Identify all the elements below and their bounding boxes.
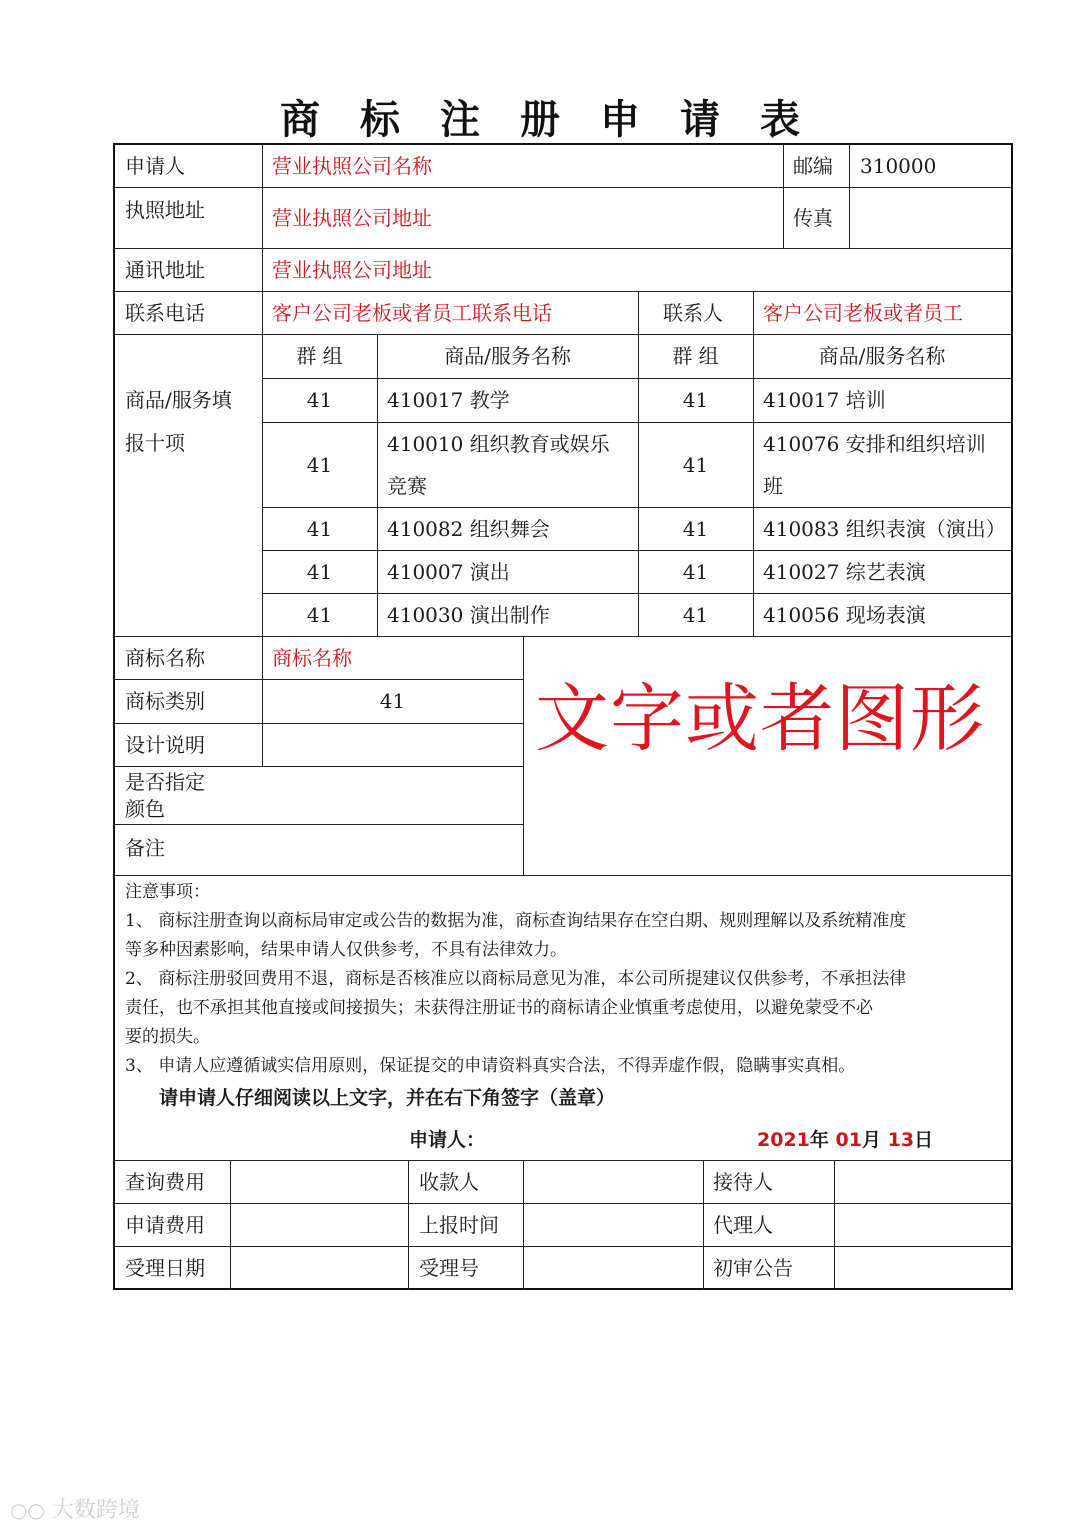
row-divider — [262, 378, 1011, 379]
row-divider — [262, 550, 1011, 551]
postcode-label: 邮编 — [793, 154, 833, 178]
row-divider — [115, 1246, 1011, 1247]
row-divider — [262, 593, 1011, 594]
goods-name-cell: 410083 组织表演（演出） — [763, 517, 1006, 541]
goods-header-group: 群 组 — [296, 344, 343, 368]
col-divider — [230, 1160, 231, 1290]
goods-header-name: 商品/服务名称 — [818, 344, 946, 368]
row-divider — [115, 291, 1011, 292]
date-year-unit: 年 — [809, 1129, 829, 1151]
goods-group-cell: 41 — [682, 603, 709, 627]
goods-group-cell: 41 — [306, 388, 333, 412]
footer-label-accept-no: 受理号 — [419, 1256, 479, 1280]
mail-address-label: 通讯地址 — [125, 258, 205, 282]
notice-line: 要的损失。 — [125, 1027, 210, 1047]
date-year: 2021 — [757, 1129, 810, 1151]
row-divider — [115, 334, 1011, 335]
goods-group-cell: 41 — [682, 388, 709, 412]
col-divider — [834, 1160, 835, 1290]
goods-name-cell: 410056 现场表演 — [763, 603, 926, 627]
goods-header-group: 群 组 — [672, 344, 719, 368]
fax-label: 传真 — [793, 206, 833, 230]
contact-value[interactable]: 客户公司老板或者员工 — [763, 301, 963, 325]
row-divider — [115, 875, 1011, 876]
row-divider — [115, 824, 523, 825]
footer-label-payee: 收款人 — [419, 1170, 479, 1194]
col-divider — [377, 334, 378, 636]
footer-label-agent: 代理人 — [713, 1213, 773, 1237]
remarks-label: 备注 — [125, 836, 165, 860]
goods-header-name: 商品/服务名称 — [444, 344, 571, 368]
phone-value[interactable]: 客户公司老板或者员工联系电话 — [272, 301, 552, 325]
watermark-logo-icon: ○○ — [10, 1498, 45, 1522]
goods-name-cell: 410076 安排和组织培训 — [763, 432, 986, 456]
notice-line: 3、 申请人应遵循诚实信用原则，保证提交的申请资料真实合法，不得弄虚作假，隐瞒事实真相。 — [125, 1056, 856, 1076]
footer-label-receptionist: 接待人 — [713, 1170, 773, 1194]
trademark-image-placeholder: 文字或者图形 — [535, 676, 985, 762]
date-day-unit: 日 — [914, 1129, 934, 1151]
trademark-name-value[interactable]: 商标名称 — [272, 646, 352, 670]
goods-group-cell: 41 — [306, 560, 333, 584]
goods-name-cell: 410027 综艺表演 — [763, 560, 926, 584]
page-title: 商标注册申请表 — [280, 97, 840, 143]
applicant-value[interactable]: 营业执照公司名称 — [272, 154, 432, 178]
col-divider — [523, 636, 524, 875]
phone-label: 联系电话 — [125, 301, 205, 325]
license-address-value[interactable]: 营业执照公司地址 — [272, 206, 432, 230]
row-divider — [115, 187, 1011, 188]
trademark-class-value[interactable]: 41 — [379, 689, 406, 713]
footer-label-report-time: 上报时间 — [419, 1213, 499, 1237]
footer-label-preliminary-notice: 初审公告 — [713, 1256, 793, 1280]
goods-group-cell: 41 — [306, 517, 333, 541]
license-address-label: 执照地址 — [125, 198, 205, 222]
color-label-line2: 颜色 — [125, 797, 165, 821]
goods-name-cell: 410082 组织舞会 — [387, 517, 550, 541]
row-divider — [115, 766, 523, 767]
signature-label: 申请人： — [409, 1129, 486, 1151]
goods-name-cell-line2: 班 — [763, 474, 783, 498]
watermark-text: 大数跨境 — [51, 1498, 140, 1523]
goods-group-cell: 41 — [306, 453, 333, 477]
notice-line: 1、 商标注册查询以商标局审定或公告的数据为准，商标查询结果存在空白期、规则理解以及系统精准度 — [125, 911, 907, 931]
goods-label: 商品/服务填 — [125, 388, 232, 412]
watermark — [10, 1493, 140, 1524]
col-divider — [408, 1160, 409, 1290]
goods-group-cell: 41 — [682, 517, 709, 541]
postcode-value[interactable]: 310000 — [860, 154, 937, 178]
notice-line: 责任，也不承担其他直接或间接损失；未获得注册证书的商标请企业慎重考虑使用，以避免蒙受不必 — [125, 998, 873, 1018]
col-divider — [262, 145, 263, 334]
applicant-label: 申请人 — [125, 154, 185, 178]
footer-label-query-fee: 查询费用 — [125, 1170, 205, 1194]
notice-instruction: 请申请人仔细阅读以上文字，并在右下角签字（盖章） — [159, 1087, 616, 1109]
application-form — [113, 143, 1013, 1290]
trademark-name-label: 商标名称 — [125, 646, 205, 670]
row-divider — [115, 1160, 1011, 1161]
trademark-class-label: 商标类别 — [125, 689, 205, 713]
goods-name-cell-line2: 竞赛 — [387, 474, 427, 498]
col-divider — [262, 334, 263, 636]
col-divider — [523, 1160, 524, 1290]
row-divider — [262, 507, 1011, 508]
col-divider — [703, 1160, 704, 1290]
row-divider — [115, 1203, 1011, 1204]
goods-group-cell: 41 — [682, 560, 709, 584]
date-month-unit: 月 — [861, 1129, 881, 1151]
goods-name-cell: 410010 组织教育或娱乐 — [387, 432, 610, 456]
goods-name-cell: 410030 演出制作 — [387, 603, 550, 627]
contact-label: 联系人 — [663, 301, 723, 325]
goods-name-cell: 410017 培训 — [763, 388, 886, 412]
notice-line: 2、 商标注册驳回费用不退，商标是否核准应以商标局意见为准，本公司所提建议仅供参考，不承担法律 — [125, 969, 907, 989]
col-divider — [753, 291, 754, 636]
row-divider — [115, 636, 1011, 637]
footer-label-accept-date: 受理日期 — [125, 1256, 205, 1280]
footer-label-application-fee: 申请费用 — [125, 1213, 205, 1237]
design-desc-label: 设计说明 — [125, 733, 205, 757]
col-divider — [783, 145, 784, 248]
date-month: 01 — [835, 1129, 862, 1151]
date-day: 13 — [887, 1129, 915, 1151]
row-divider — [115, 723, 523, 724]
signature-date[interactable] — [757, 1128, 933, 1152]
goods-name-cell: 410007 演出 — [387, 560, 510, 584]
notice-heading: 注意事项： — [125, 882, 210, 902]
goods-label-line2: 报十项 — [125, 431, 185, 455]
col-divider — [849, 145, 850, 248]
color-label: 是否指定 — [125, 770, 205, 794]
mail-address-value[interactable]: 营业执照公司地址 — [272, 258, 432, 282]
notice-line: 等多种因素影响，结果申请人仅供参考，不具有法律效力。 — [125, 940, 567, 960]
row-divider — [115, 248, 1011, 249]
goods-name-cell: 410017 教学 — [387, 388, 510, 412]
row-divider — [115, 679, 523, 680]
row-divider — [262, 422, 1011, 423]
goods-group-cell: 41 — [682, 453, 709, 477]
goods-group-cell: 41 — [306, 603, 333, 627]
